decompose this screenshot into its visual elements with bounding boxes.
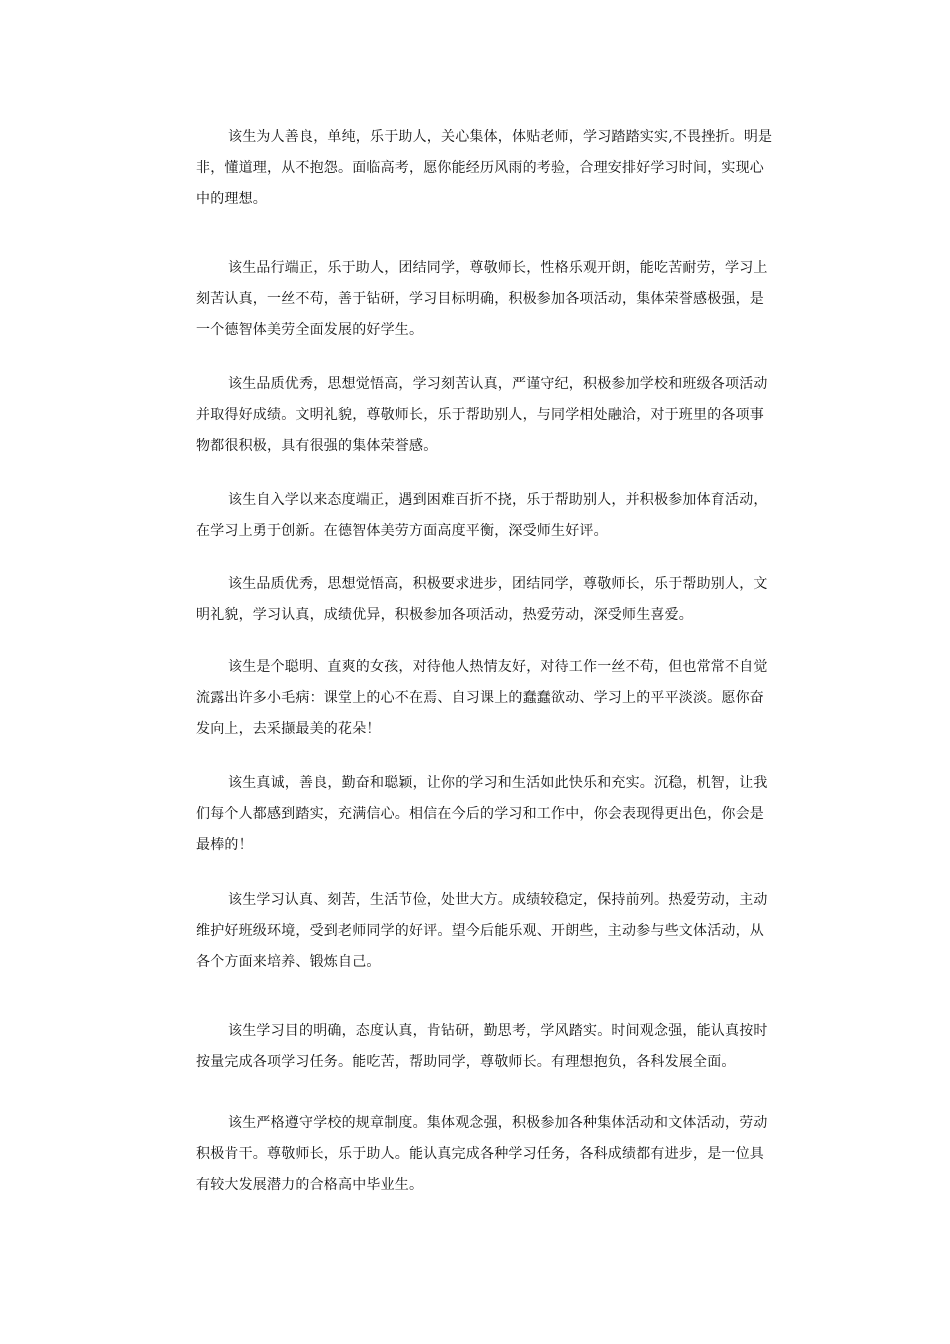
comment-paragraph-3: 该生品质优秀，思想觉悟高，学习刻苦认真，严谨守纪，积极参加学校和班级各项活动并取得好成绩。文明礼貌，尊敬师长，乐于帮助别人，与同学相处融洽，对于班里的各项事物都很积极，具有很强的集体荣誉感。 [196, 376, 768, 454]
comment-paragraph-10: 该生严格遵守学校的规章制度。集体观念强，积极参加各种集体活动和文体活动，劳动积极肯干。尊敬师长，乐于助人。能认真完成各种学习任务，各科成绩都有进步，是一位具有较大发展潜力的合格高中毕业生。 [196, 1115, 768, 1193]
comment-paragraph-6: 该生是个聪明、直爽的女孩，对待他人热情友好，对待工作一丝不苟，但也常常不自觉流露出许多小毛病：课堂上的心不在焉、自习课上的蠢蠢欲动、学习上的平平淡淡。愿你奋发向上，去采撷最美的花朵！ [196, 659, 768, 737]
comment-paragraph-7: 该生真诚，善良，勤奋和聪颖，让你的学习和生活如此快乐和充实。沉稳，机智，让我们每个人都感到踏实，充满信心。相信在今后的学习和工作中，你会表现得更出色，你会是最棒的！ [196, 775, 768, 853]
comment-paragraph-9: 该生学习目的明确，态度认真，肯钻研，勤思考，学风踏实。时间观念强，能认真按时按量完成各项学习任务。能吃苦，帮助同学，尊敬师长。有理想抱负，各科发展全面。 [196, 1023, 768, 1070]
comment-paragraph-2: 该生品行端正，乐于助人，团结同学，尊敬师长，性格乐观开朗，能吃苦耐劳，学习上刻苦认真，一丝不苟，善于钻研，学习目标明确，积极参加各项活动，集体荣誉感极强，是一个德智体美劳全面发展的好学生。 [196, 260, 768, 338]
comment-paragraph-5: 该生品质优秀，思想觉悟高，积极要求进步，团结同学，尊敬师长，乐于帮助别人，文明礼貌，学习认真，成绩优异，积极参加各项活动，热爱劳动，深受师生喜爱。 [196, 576, 768, 623]
comment-paragraph-1: 该生为人善良，单纯，乐于助人，关心集体，体贴老师，学习踏踏实实,不畏挫折。明是非，懂道理，从不抱怨。面临高考，愿你能经历风雨的考验，合理安排好学习时间，实现心中的理想。 [196, 129, 773, 207]
comment-paragraph-8: 该生学习认真、刻苦，生活节俭，处世大方。成绩较稳定，保持前列。热爱劳动，主动维护好班级环境，受到老师同学的好评。望今后能乐观、开朗些，主动参与些文体活动，从各个方面来培养、锻炼自己。 [196, 892, 768, 970]
comment-paragraph-4: 该生自入学以来态度端正，遇到困难百折不挠，乐于帮助别人，并积极参加体育活动，在学习上勇于创新。在德智体美劳方面高度平衡，深受师生好评。 [196, 492, 768, 539]
